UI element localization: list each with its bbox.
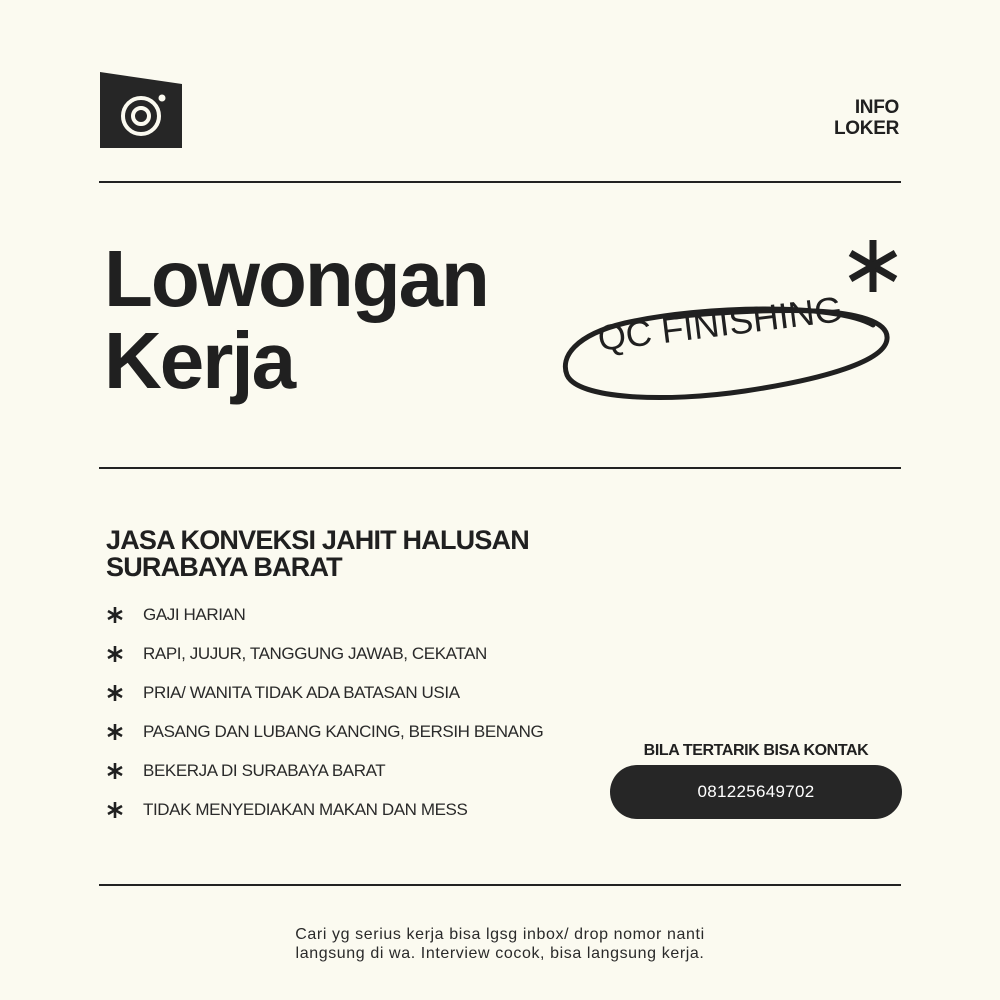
requirements-list <box>106 595 543 829</box>
company-line-2: SURABAYA BARAT <box>106 552 342 582</box>
list-item <box>106 712 543 751</box>
requirement-text: TIDAK MENYEDIAKAN MAKAN DAN MESS <box>143 799 468 819</box>
requirement-text: PRIA/ WANITA TIDAK ADA BATASAN USIA <box>143 682 460 702</box>
requirement-text: BEKERJA DI SURABAYA BARAT <box>143 760 386 780</box>
contact-phone-button[interactable] <box>610 765 902 819</box>
asterisk-bullet-icon <box>106 606 124 624</box>
camera-icon <box>100 72 182 148</box>
footer-line-1: Cari yg serius kerja bisa lgsg inbox/ drop nomor nanti <box>295 926 705 943</box>
contact-label: BILA TERTARIK BISA KONTAK <box>643 742 869 759</box>
info-loker-tag <box>834 97 899 139</box>
requirement-text: RAPI, JUJUR, TANGGUNG JAWAB, CEKATAN <box>143 643 487 663</box>
requirement-text: PASANG DAN LUBANG KANCING, BERSIH BENANG <box>143 721 544 741</box>
list-item <box>106 751 543 790</box>
logo <box>100 72 182 148</box>
requirement-text: GAJI HARIAN <box>143 604 246 624</box>
list-item <box>106 595 543 634</box>
asterisk-bullet-icon <box>106 645 124 663</box>
asterisk-bullet-icon <box>106 684 124 702</box>
tag-line-2: LOKER <box>833 118 899 139</box>
asterisk-icon <box>845 238 901 294</box>
position-label: QC FINISHING <box>595 288 845 359</box>
footer-line-2: langsung di wa. Interview cocok, bisa langsung kerja. <box>295 945 705 962</box>
headline <box>104 234 488 405</box>
company-line-1: JASA KONVEKSI JAHIT HALUSAN <box>106 525 529 555</box>
footer-note <box>200 925 800 963</box>
asterisk-bullet-icon <box>106 801 124 819</box>
asterisk-bullet-icon <box>106 762 124 780</box>
list-item <box>106 673 543 712</box>
divider <box>99 181 901 183</box>
tag-line-1: INFO <box>854 97 899 118</box>
asterisk-bullet-icon <box>106 723 124 741</box>
list-item <box>106 634 543 673</box>
headline-line-1: Lowongan <box>104 234 488 323</box>
list-item <box>106 790 543 829</box>
company-name <box>106 527 529 581</box>
contact-phone: 081225649702 <box>697 782 815 801</box>
divider <box>99 884 901 886</box>
headline-line-2: Kerja <box>104 316 295 405</box>
divider <box>99 467 901 469</box>
